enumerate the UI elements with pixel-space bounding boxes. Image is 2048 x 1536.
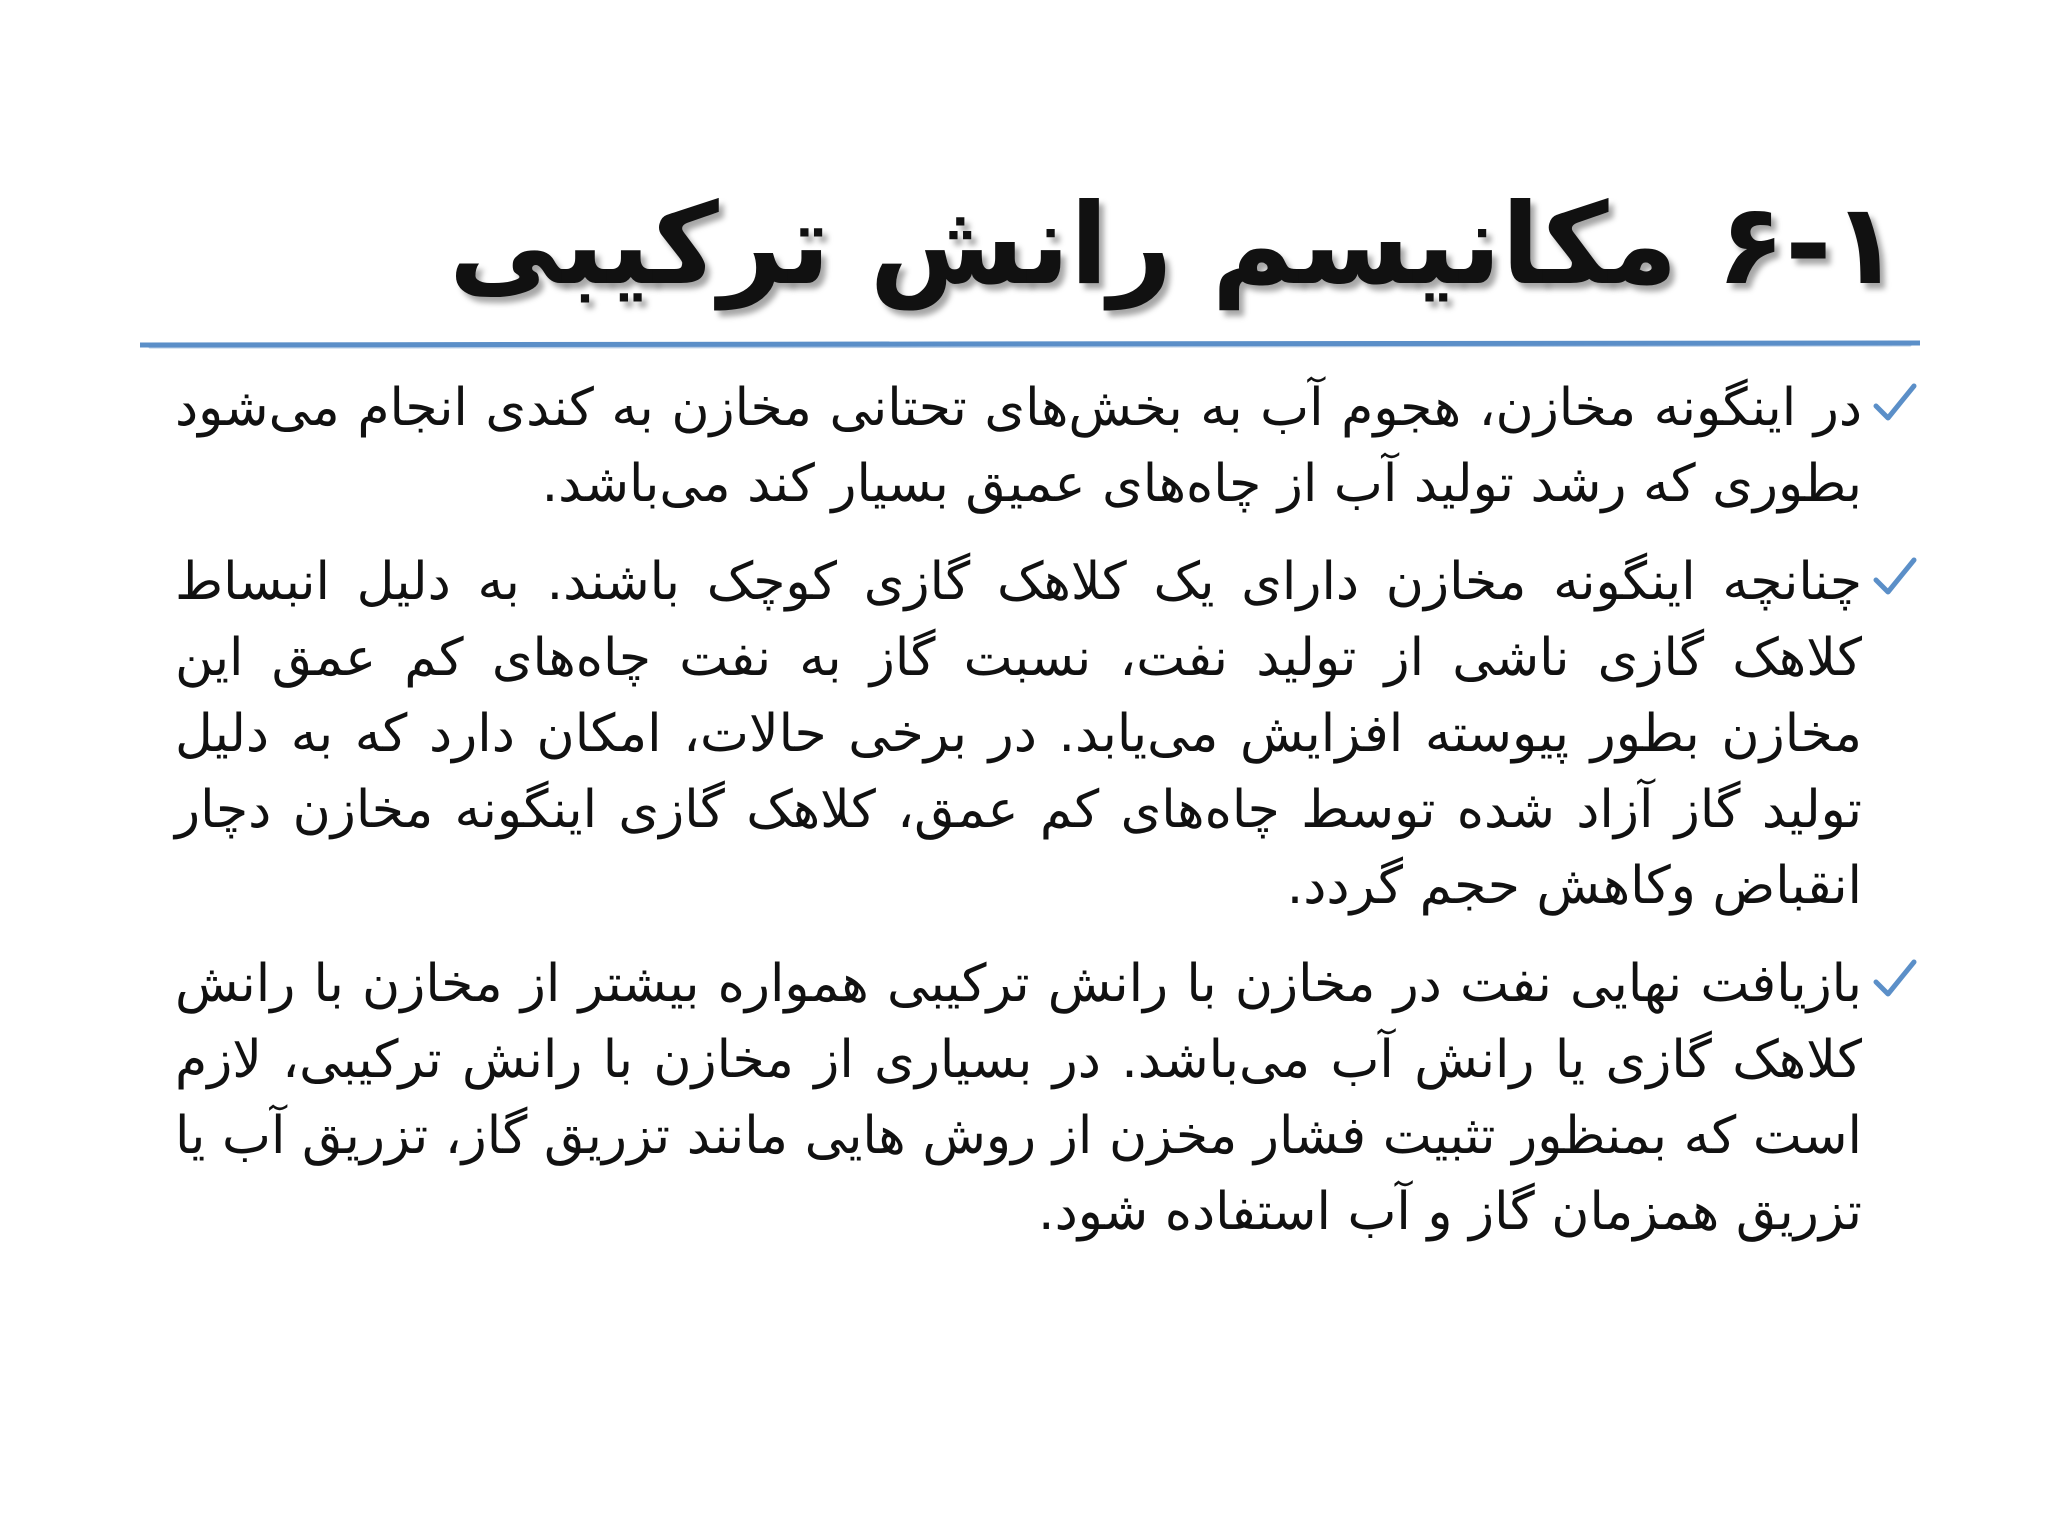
bullet-item: [175, 946, 1920, 1250]
bullet-text: بازیافت نهایی نفت در مخازن با رانش ترکیبی همواره بیشتر از مخازن با رانش کلاهک گازی یا رانش آب می‌باشد. در بسیاری از مخازن با رانش ترکیبی، لازم است که بمنظور تثبیت فشار مخزن از روش هایی مانند تزریق گاز، تزریق آب یا تزریق همزمان گاز و آب استفاده شود.: [175, 954, 1862, 1242]
checkmark-icon: [1870, 954, 1920, 1004]
title-divider: [140, 337, 1920, 351]
bullet-item: [175, 544, 1920, 924]
checkmark-icon: [1870, 552, 1920, 602]
slide-title: ۶-۱ مکانیسم رانش ترکیبی: [448, 180, 1900, 310]
bullet-item: [175, 370, 1920, 522]
checkmark-icon: [1870, 378, 1920, 428]
bullet-text: چنانچه اینگونه مخازن دارای یک کلاهک گازی کوچک باشند. به دلیل انبساط کلاهک گازی ناشی از تولید نفت، نسبت گاز به نفت چاه‌های کم عمق این مخازن بطور پیوسته افزایش می‌یابد. در برخی حالات، امکان دارد که به دلیل تولید گاز آزاد شده توسط چاه‌های کم عمق، کلاهک گازی اینگونه مخازن دچار انقباض وکاهش حجم گردد.: [175, 552, 1862, 916]
bullet-list: [175, 370, 1920, 1272]
bullet-text: در اینگونه مخازن، هجوم آب به بخش‌های تحتانی مخازن به کندی انجام می‌شود بطوری که رشد تولید آب از چاه‌های عمیق بسیار کند می‌باشد.: [175, 378, 1862, 514]
